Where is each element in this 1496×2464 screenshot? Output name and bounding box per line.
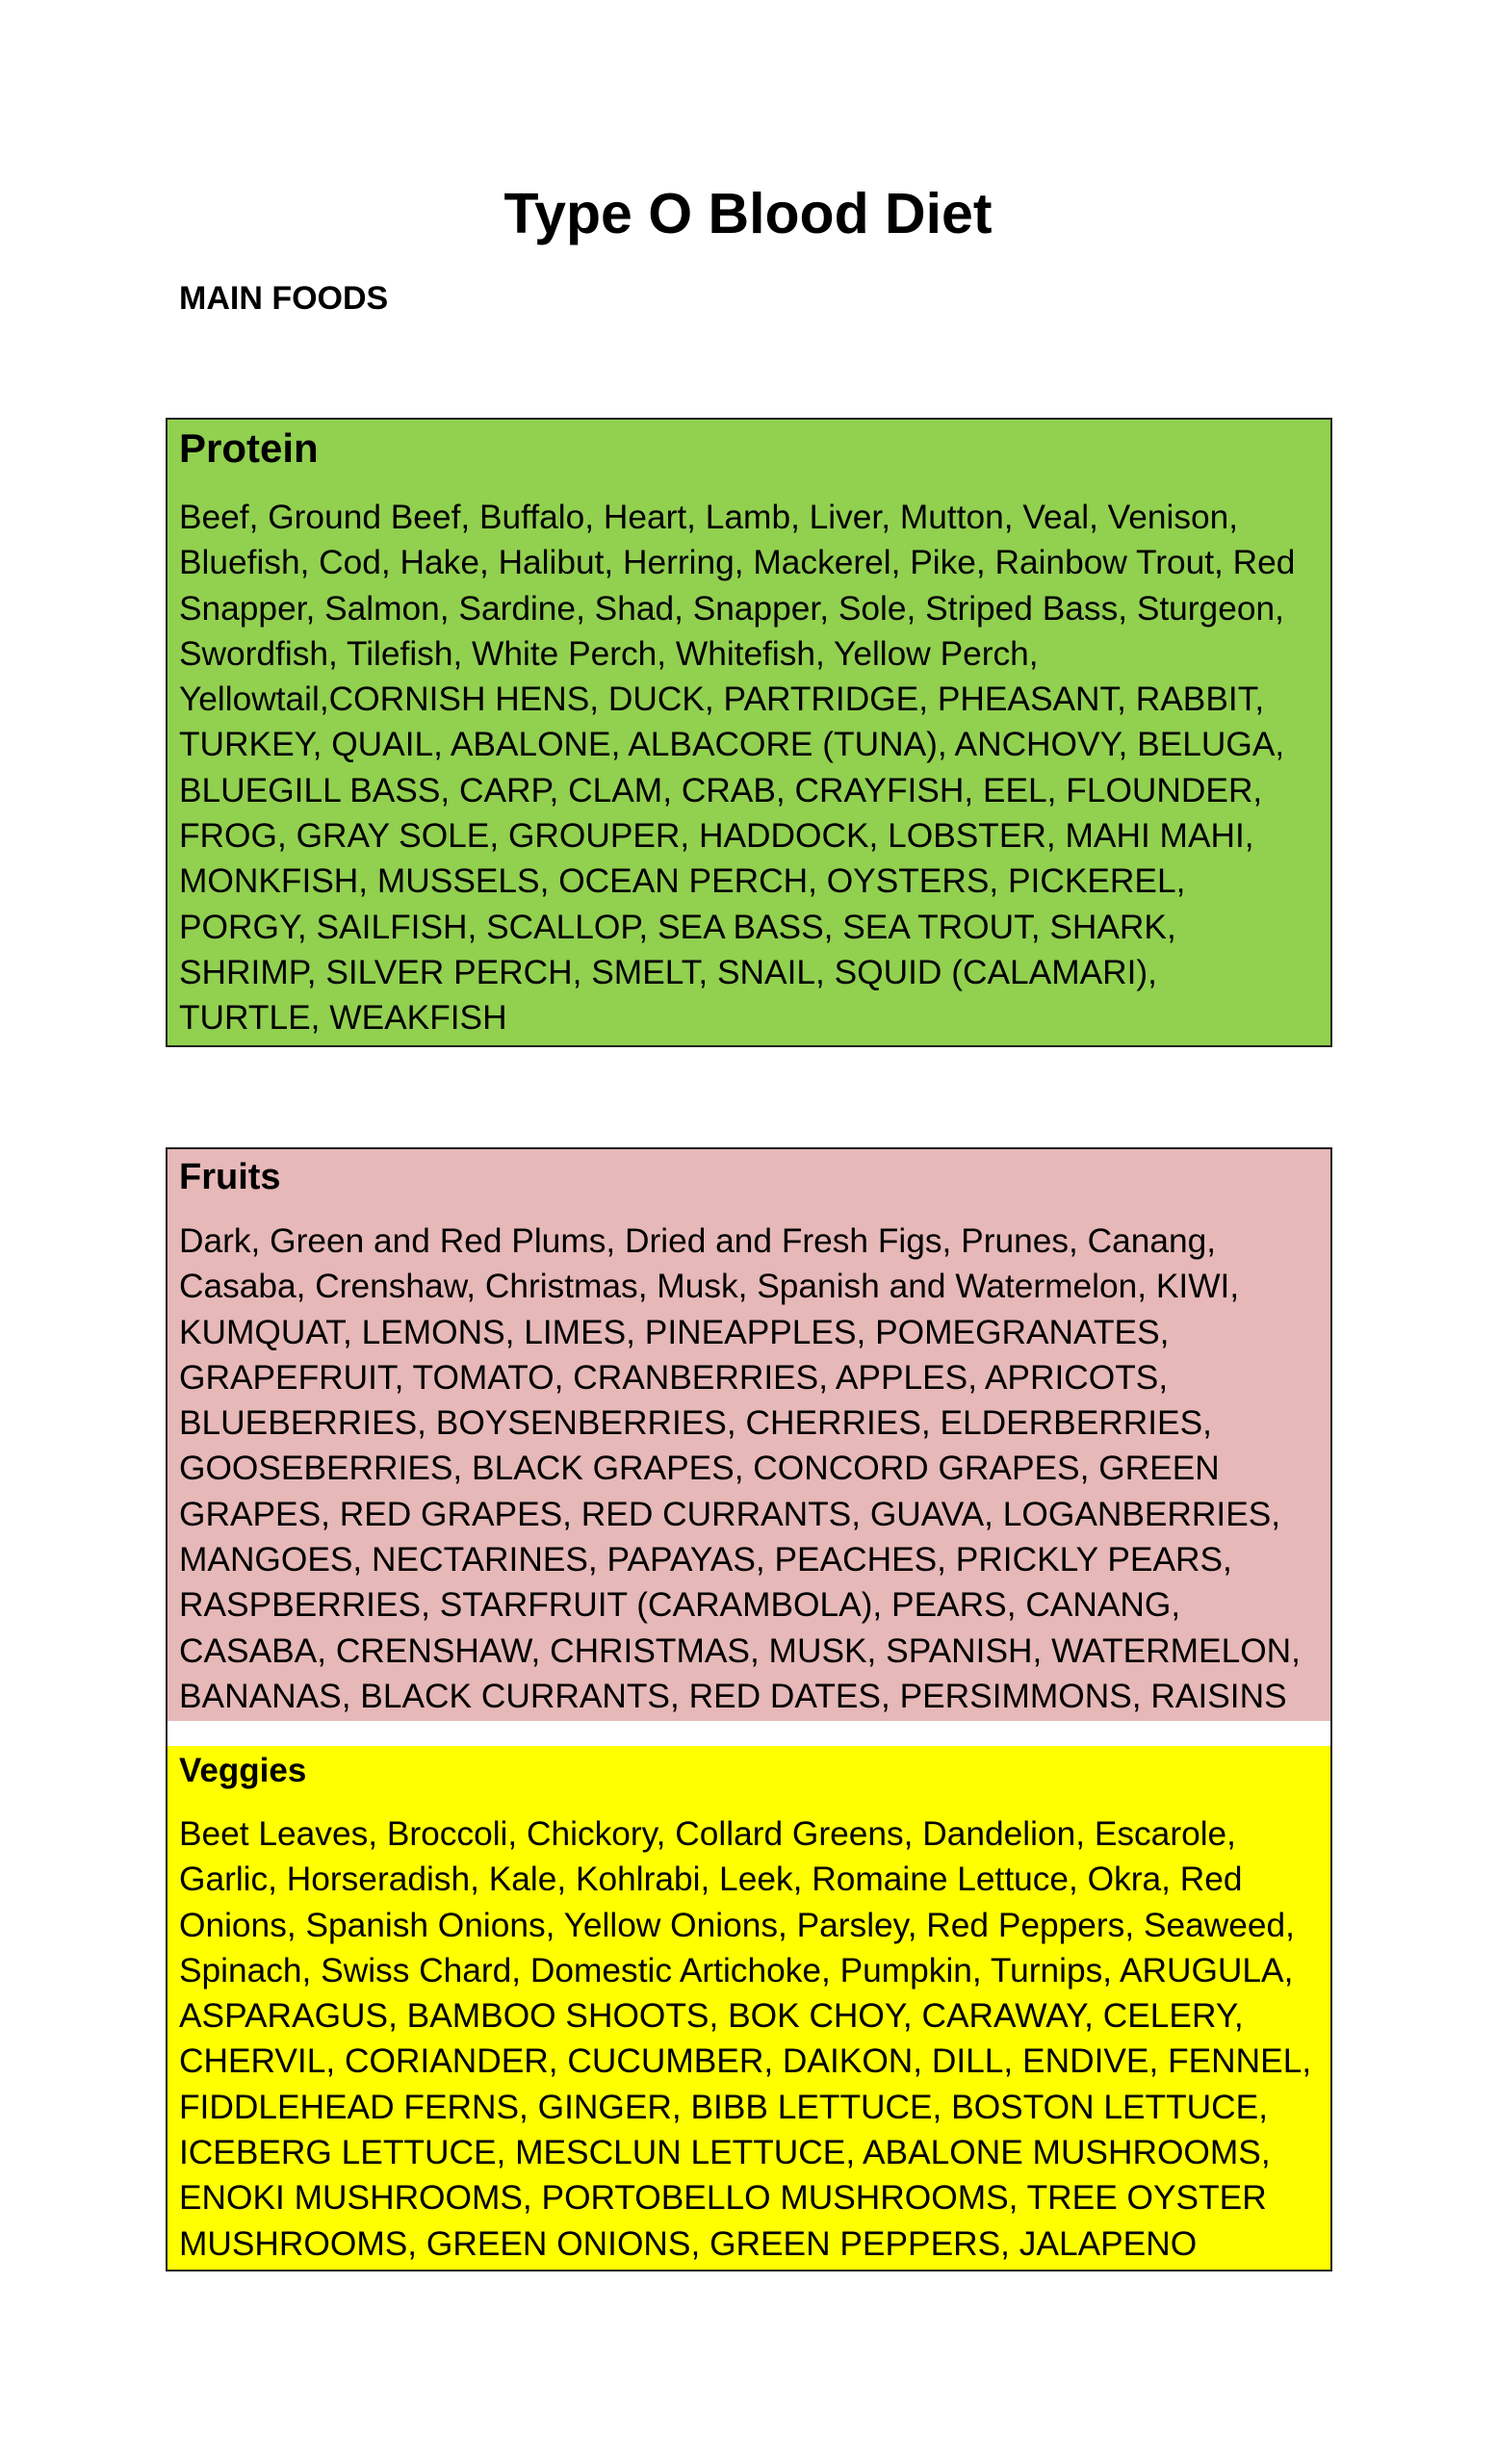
food-list-line: MUSHROOMS, GREEN ONIONS, GREEN PEPPERS, JALAPENO [179, 2224, 1198, 2263]
protein-food-list [168, 495, 1330, 1041]
food-list-line: ENOKI MUSHROOMS, PORTOBELLO MUSHROOMS, TREE OYSTER [179, 2179, 1267, 2218]
food-list-line: Yellowtail,CORNISH HENS, DUCK, PARTRIDGE, PHEASANT, RABBIT, [179, 680, 1265, 719]
food-list-line: FROG, GRAY SOLE, GROUPER, HADDOCK, LOBSTER, MAHI MAHI, [179, 817, 1254, 856]
food-list-line: Snapper, Salmon, Sardine, Shad, Snapper, Sole, Striped Bass, Sturgeon, [179, 589, 1284, 628]
food-list-line: CHERVIL, CORIANDER, CUCUMBER, DAIKON, DILL, ENDIVE, FENNEL, [179, 2042, 1312, 2081]
document-title: Type O Blood Diet [503, 182, 993, 245]
main-foods-subtitle: MAIN FOODS [179, 280, 389, 317]
food-list-line: Spinach, Swiss Chard, Domestic Artichoke, Pumpkin, Turnips, ARUGULA, [179, 1951, 1294, 1989]
food-list-line: Beef, Ground Beef, Buffalo, Heart, Lamb, Liver, Mutton, Veal, Venison, [179, 499, 1239, 536]
food-list-line: PORGY, SAILFISH, SCALLOP, SEA BASS, SEA TROUT, SHARK, [179, 908, 1176, 946]
protein-heading: Protein [179, 425, 319, 471]
food-list-line: Dark, Green and Red Plums, Dried and Fresh Figs, Prunes, Canang, [179, 1222, 1217, 1260]
food-list-line: Bluefish, Cod, Hake, Halibut, Herring, Mackerel, Pike, Rainbow Trout, Red [179, 544, 1296, 582]
veggies-food-list [168, 1811, 1330, 2267]
food-list-line: CASABA, CRENSHAW, CHRISTMAS, MUSK, SPANISH, WATERMELON, [179, 1631, 1301, 1670]
food-list-line: MONKFISH, MUSSELS, OCEAN PERCH, OYSTERS, PICKEREL, [179, 862, 1186, 901]
food-list-line: SHRIMP, SILVER PERCH, SMELT, SNAIL, SQUID (CALAMARI), [179, 953, 1157, 991]
food-list-line: RASPBERRIES, STARFRUIT (CARAMBOLA), PEARS, CANANG, [179, 1586, 1181, 1625]
food-list-line: KUMQUAT, LEMONS, LIMES, PINEAPPLES, POMEGRANATES, [179, 1313, 1170, 1351]
food-list-line: ASPARAGUS, BAMBOO SHOOTS, BOK CHOY, CARAWAY, CELERY, [179, 1997, 1244, 2036]
protein-section [166, 418, 1332, 1047]
fruits-veggies-section [166, 1147, 1332, 2272]
food-list-line: BANANAS, BLACK CURRANTS, RED DATES, PERSIMMONS, RAISINS [179, 1677, 1287, 1715]
food-list-line: Beet Leaves, Broccoli, Chickory, Collard Greens, Dandelion, Escarole, [179, 1815, 1236, 1853]
food-list-line: TURKEY, QUAIL, ABALONE, ALBACORE (TUNA), ANCHOVY, BELUGA, [179, 726, 1285, 764]
food-list-line: Garlic, Horseradish, Kale, Kohlrabi, Leek, Romaine Lettuce, Okra, Red [179, 1861, 1243, 1899]
food-list-line: GRAPES, RED GRAPES, RED CURRANTS, GUAVA, LOGANBERRIES, [179, 1495, 1281, 1533]
food-list-line: FIDDLEHEAD FERNS, GINGER, BIBB LETTUCE, BOSTON LETTUCE, [179, 2088, 1268, 2126]
food-list-line: MANGOES, NECTARINES, PAPAYAS, PEACHES, PRICKLY PEARS, [179, 1541, 1232, 1579]
veggies-section [168, 1746, 1330, 2272]
fruits-food-list [168, 1219, 1330, 1719]
fruits-section [168, 1149, 1330, 1721]
fruits-heading: Fruits [179, 1157, 281, 1197]
food-list-line: TURTLE, WEAKFISH [179, 999, 507, 1038]
food-list-line: Casaba, Crenshaw, Christmas, Musk, Spanish and Watermelon, KIWI, [179, 1268, 1240, 1306]
food-list-line: Onions, Spanish Onions, Yellow Onions, Parsley, Red Peppers, Seaweed, [179, 1906, 1295, 1944]
food-list-line: BLUEBERRIES, BOYSENBERRIES, CHERRIES, ELDERBERRIES, [179, 1404, 1212, 1443]
food-list-line: GRAPEFRUIT, TOMATO, CRANBERRIES, APPLES, APRICOTS, [179, 1358, 1169, 1397]
food-list-line: GOOSEBERRIES, BLACK GRAPES, CONCORD GRAPES, GREEN [179, 1450, 1220, 1488]
veggies-heading: Veggies [179, 1752, 307, 1789]
food-list-line: Swordfish, Tilefish, White Perch, Whitefish, Yellow Perch, [179, 634, 1039, 673]
food-list-line: ICEBERG LETTUCE, MESCLUN LETTUCE, ABALONE MUSHROOMS, [179, 2134, 1271, 2172]
food-list-line: BLUEGILL BASS, CARP, CLAM, CRAB, CRAYFISH, EEL, FLOUNDER, [179, 771, 1263, 809]
